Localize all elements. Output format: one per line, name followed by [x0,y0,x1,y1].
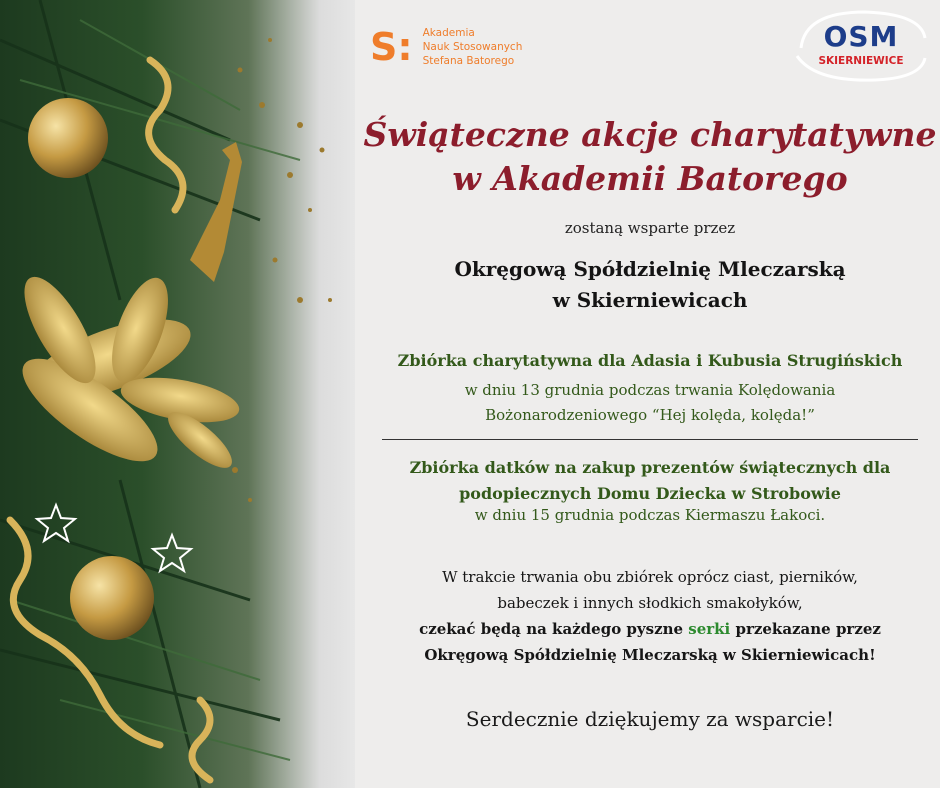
christmas-decoration-image [0,0,355,788]
osm-logo-city: SKIERNIEWICE [818,55,904,67]
collection-2-description: w dniu 15 grudnia podczas Kiermaszu Łakoci. [474,506,826,524]
info-paragraph: W trakcie trwania obu zbiórek oprócz ciast, pierników, babeczek i innych słodkich smakołyków, czekać będą na każdego pyszne serki przekazane przez Okręgową Spółdzielnię Mleczarską w Skierniewicach! [419,568,881,664]
akademia-logo [370,26,522,68]
akademia-logo-mark: S: [370,25,413,69]
gold-ornament-bottom [70,556,154,640]
page-title: Świąteczne akcje charytatywne w Akademii Batorego [363,115,937,198]
collection-1-description: w dniu 13 grudnia podczas trwania Kolędowania Bożonarodzeniowego “Hej kolęda, kolęda!” [464,381,836,424]
gold-poinsettia-flower [8,267,242,479]
gold-reindeer [190,142,242,282]
collection-1-title: Zbiórka charytatywna dla Adasia i Kubusia Strugińskich [397,351,903,370]
gold-ornament-top [28,98,108,178]
thanks-message: Serdecznie dziękujemy za wsparcie! [465,707,835,731]
collection-2-title: Zbiórka datków na zakup prezentów świątecznych dla podopiecznych Domu Dziecka w Strobowie [409,458,891,503]
osm-logo-name: OSM [823,20,899,53]
subtitle: zostaną wsparte przez [564,219,736,237]
christmas-branch-illustration [0,0,355,788]
highlight-serki: serki [688,620,731,638]
akademia-logo-text: Akademia Nauk Stosowanych Stefana Batorego [422,27,523,67]
section-divider [382,439,918,440]
osm-logo [795,8,927,82]
sponsor-name: Okręgową Spółdzielnię Mleczarską w Skierniewicach [454,257,846,312]
